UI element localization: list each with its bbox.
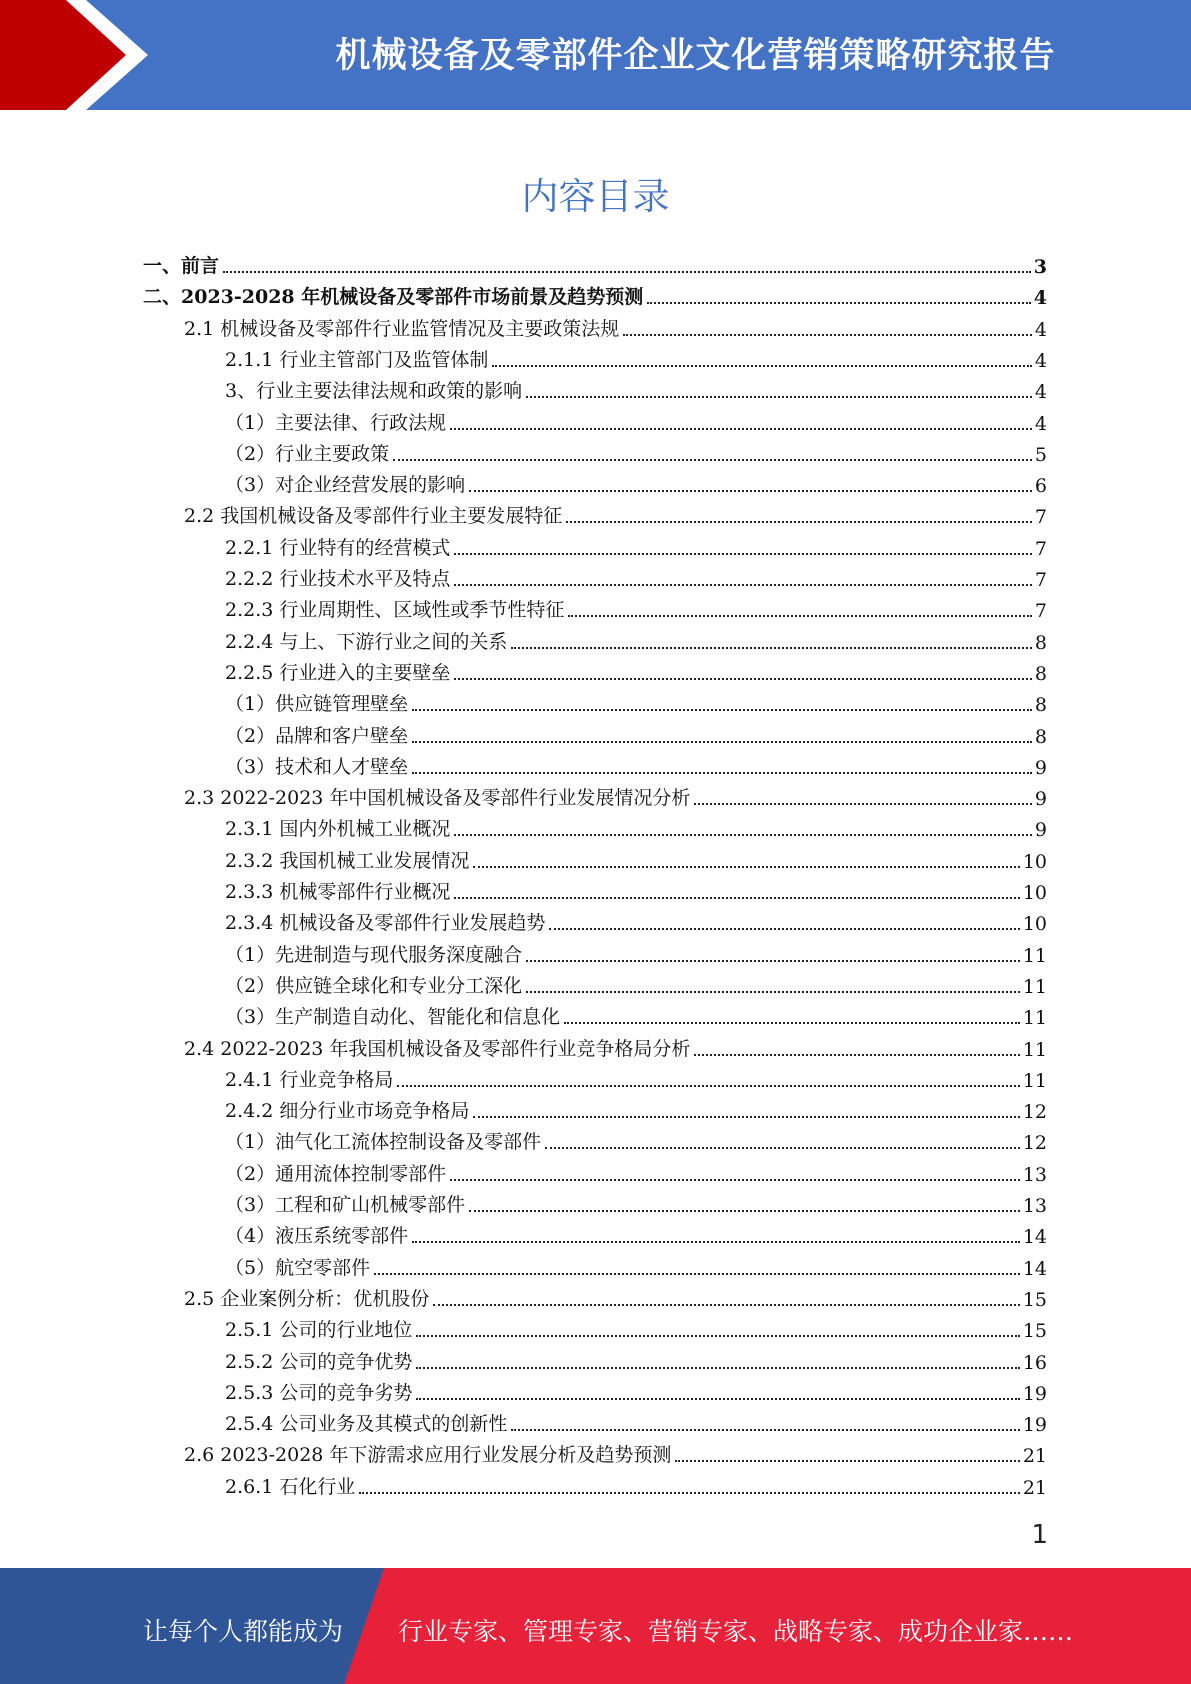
dot-leader xyxy=(526,396,1032,398)
toc-entry-label: 2.2.3 行业周期性、区域性或季节性特征 xyxy=(225,599,565,621)
toc-entry-label: （5）航空零部件 xyxy=(225,1257,371,1279)
toc-entry-label: （2）供应链全球化和专业分工深化 xyxy=(225,975,523,997)
toc-entry-page: 13 xyxy=(1022,1164,1047,1186)
dot-leader xyxy=(454,678,1032,680)
toc-entry[interactable] xyxy=(225,348,1047,372)
toc-entry[interactable] xyxy=(225,379,1047,403)
toc-entry-label: 2.5.1 公司的行业地位 xyxy=(225,1319,413,1341)
toc-entry-page: 4 xyxy=(1033,287,1047,309)
toc-entry-label: （1）主要法律、行政法规 xyxy=(225,412,447,434)
dot-leader xyxy=(416,1367,1019,1369)
toc-entry[interactable] xyxy=(225,473,1047,497)
toc-entry[interactable] xyxy=(225,411,1047,435)
dot-leader xyxy=(647,302,1031,304)
toc-entry-page: 19 xyxy=(1022,1383,1047,1405)
toc-entry-label: 二、2023-2028 年机械设备及零部件市场前景及趋势预测 xyxy=(143,286,644,308)
toc-entry[interactable] xyxy=(225,880,1047,904)
toc-entry-label: 2.3.3 机械零部件行业概况 xyxy=(225,881,451,903)
toc-entry[interactable] xyxy=(225,817,1047,841)
toc-entry-label: 2.5.4 公司业务及其模式的创新性 xyxy=(225,1413,508,1435)
toc-entry-page: 11 xyxy=(1022,976,1047,998)
toc-entry[interactable] xyxy=(143,254,1047,278)
toc-entry-label: （1）先进制造与现代服务深度融合 xyxy=(225,944,523,966)
toc-entry[interactable] xyxy=(225,1256,1047,1280)
dot-leader xyxy=(454,834,1032,836)
toc-entry[interactable] xyxy=(184,504,1047,528)
toc-entry[interactable] xyxy=(184,1287,1047,1311)
dot-leader xyxy=(223,271,1031,273)
toc-entry[interactable] xyxy=(225,755,1047,779)
toc-entry-page: 12 xyxy=(1022,1132,1047,1154)
toc-entry-page: 11 xyxy=(1022,945,1047,967)
toc-entry-page: 11 xyxy=(1022,1007,1047,1029)
toc-entry-page: 6 xyxy=(1034,475,1047,497)
toc-entry[interactable] xyxy=(225,1475,1047,1499)
dot-leader xyxy=(492,365,1032,367)
toc-entry-label: （3）生产制造自动化、智能化和信息化 xyxy=(225,1006,561,1028)
toc-entry[interactable] xyxy=(225,1005,1047,1029)
toc-entry-label: （4）液压系统零部件 xyxy=(225,1225,409,1247)
toc-entry-label: （2）行业主要政策 xyxy=(225,443,390,465)
dot-leader xyxy=(393,459,1032,461)
dot-leader xyxy=(412,772,1032,774)
toc-entry[interactable] xyxy=(184,1443,1047,1467)
toc-entry-page: 9 xyxy=(1034,819,1047,841)
toc-entry-label: 2.6.1 石化行业 xyxy=(225,1476,356,1498)
page-header xyxy=(0,0,1191,110)
dot-leader xyxy=(473,1116,1019,1118)
toc-entry[interactable] xyxy=(225,661,1047,685)
page-footer xyxy=(0,1568,1191,1684)
toc-entry-label: 2.2 我国机械设备及零部件行业主要发展特征 xyxy=(184,505,563,527)
toc-entry-page: 4 xyxy=(1034,413,1047,435)
toc-entry[interactable] xyxy=(225,567,1047,591)
toc-entry[interactable] xyxy=(225,536,1047,560)
dot-leader xyxy=(454,584,1032,586)
dot-leader xyxy=(526,991,1020,993)
toc-entry-label: 2.3.2 我国机械工业发展情况 xyxy=(225,850,470,872)
toc-entry-label: 2.5.2 公司的竞争优势 xyxy=(225,1351,413,1373)
dot-leader xyxy=(473,866,1019,868)
toc-entry[interactable] xyxy=(225,1099,1047,1123)
dot-leader xyxy=(412,709,1032,711)
toc-entry[interactable] xyxy=(225,1381,1047,1405)
toc-entry[interactable] xyxy=(225,1318,1047,1342)
toc-entry-page: 9 xyxy=(1034,757,1047,779)
footer-slogan-left: 让每个人都能成为 xyxy=(143,1617,344,1646)
toc-entry-page: 3 xyxy=(1033,256,1047,278)
dot-leader xyxy=(359,1492,1019,1494)
toc-entry-label: （1）油气化工流体控制设备及零部件 xyxy=(225,1131,542,1153)
toc-entry[interactable] xyxy=(225,1130,1047,1154)
toc-entry-label: 2.5.3 公司的竞争劣势 xyxy=(225,1382,413,1404)
page-number: 1 xyxy=(1031,1520,1048,1550)
toc-entry-page: 4 xyxy=(1034,319,1047,341)
toc-entry-label: 2.4 2022-2023 年我国机械设备及零部件行业竞争格局分析 xyxy=(184,1038,691,1060)
dot-leader xyxy=(416,1398,1019,1400)
toc-entry-label: 2.2.5 行业进入的主要壁垒 xyxy=(225,662,451,684)
toc-entry-label: 2.1 机械设备及零部件行业监管情况及主要政策法规 xyxy=(184,318,620,340)
toc-entry-page: 7 xyxy=(1034,538,1047,560)
toc-entry[interactable] xyxy=(184,317,1047,341)
toc-heading: 内容目录 xyxy=(521,175,670,218)
toc-entry-label: （3）对企业经营发展的影响 xyxy=(225,474,466,496)
dot-leader xyxy=(545,1147,1020,1149)
toc-entry[interactable] xyxy=(225,598,1047,622)
toc-entry-page: 15 xyxy=(1022,1289,1047,1311)
toc-entry[interactable] xyxy=(225,724,1047,748)
dot-leader xyxy=(469,1210,1020,1212)
toc-entry-label: 3、行业主要法律法规和政策的影响 xyxy=(225,380,523,402)
toc-entry-page: 9 xyxy=(1034,788,1047,810)
toc-entry-label: 2.4.1 行业竞争格局 xyxy=(225,1069,394,1091)
toc-entry-label: （3）工程和矿山机械零部件 xyxy=(225,1194,466,1216)
footer-slogan-right: 行业专家、管理专家、营销专家、战略专家、成功企业家…… xyxy=(398,1617,1074,1646)
toc-entry-page: 7 xyxy=(1034,569,1047,591)
toc-entry-page: 11 xyxy=(1022,1070,1047,1092)
toc-entry-page: 7 xyxy=(1034,600,1047,622)
toc-entry-label: 2.5 企业案例分析：优机股份 xyxy=(184,1288,430,1310)
toc-entry[interactable] xyxy=(225,1162,1047,1186)
toc-entry-label: 2.2.1 行业特有的经营模式 xyxy=(225,537,451,559)
toc-entry-page: 10 xyxy=(1022,882,1047,904)
toc-entry[interactable] xyxy=(184,786,1047,810)
toc-entry[interactable] xyxy=(225,630,1047,654)
dot-leader xyxy=(416,1335,1019,1337)
dot-leader xyxy=(454,897,1019,899)
toc-entry[interactable] xyxy=(225,849,1047,873)
toc-entry[interactable] xyxy=(184,1037,1047,1061)
dot-leader xyxy=(623,334,1032,336)
toc-entry[interactable] xyxy=(225,1224,1047,1248)
toc-entry-page: 16 xyxy=(1022,1352,1047,1374)
toc-entry-label: （1）供应链管理壁垒 xyxy=(225,693,409,715)
toc-entry-label: 2.3 2022-2023 年中国机械设备及零部件行业发展情况分析 xyxy=(184,787,691,809)
toc-entry-page: 8 xyxy=(1034,663,1047,685)
dot-leader xyxy=(566,521,1032,523)
dot-leader xyxy=(412,1241,1020,1243)
toc-entry-page: 10 xyxy=(1022,913,1047,935)
toc-entry[interactable] xyxy=(225,692,1047,716)
toc-entry-page: 21 xyxy=(1022,1477,1047,1499)
dot-leader xyxy=(568,615,1032,617)
toc-entry-label: 2.6 2023-2028 年下游需求应用行业发展分析及趋势预测 xyxy=(184,1444,672,1466)
toc-entry-page: 11 xyxy=(1022,1039,1047,1061)
toc-entry-page: 21 xyxy=(1022,1445,1047,1467)
toc-entry-page: 7 xyxy=(1034,506,1047,528)
toc-entry[interactable] xyxy=(225,1193,1047,1217)
toc-entry-label: 2.3.1 国内外机械工业概况 xyxy=(225,818,451,840)
toc-entry-page: 13 xyxy=(1022,1195,1047,1217)
toc-entry-label: （2）通用流体控制零部件 xyxy=(225,1163,447,1185)
toc-entry-page: 8 xyxy=(1034,726,1047,748)
toc-entry-label: 2.2.2 行业技术水平及特点 xyxy=(225,568,451,590)
toc-entry[interactable] xyxy=(225,1412,1047,1436)
dot-leader xyxy=(397,1085,1019,1087)
toc-entry-label: 2.2.4 与上、下游行业之间的关系 xyxy=(225,631,508,653)
toc-entry-page: 4 xyxy=(1034,350,1047,372)
toc-entry[interactable] xyxy=(225,1068,1047,1092)
toc-entry-label: （2）品牌和客户壁垒 xyxy=(225,725,409,747)
toc-entry-label: 2.1.1 行业主管部门及监管体制 xyxy=(225,349,489,371)
toc-entry-page: 8 xyxy=(1034,694,1047,716)
dot-leader xyxy=(374,1273,1020,1275)
report-title: 机械设备及零部件企业文化营销策略研究报告 xyxy=(335,36,1056,76)
toc-entry[interactable] xyxy=(225,911,1047,935)
toc-entry[interactable] xyxy=(225,1350,1047,1374)
toc-entry-page: 4 xyxy=(1034,381,1047,403)
toc-entry[interactable] xyxy=(225,943,1047,967)
dot-leader xyxy=(469,490,1032,492)
toc-entry-page: 5 xyxy=(1034,444,1047,466)
toc-entry-page: 8 xyxy=(1034,632,1047,654)
toc-entry-page: 14 xyxy=(1022,1258,1047,1280)
dot-leader xyxy=(694,803,1031,805)
toc-entry-page: 19 xyxy=(1022,1414,1047,1436)
toc-entry-page: 12 xyxy=(1022,1101,1047,1123)
dot-leader xyxy=(511,647,1032,649)
toc-entry[interactable] xyxy=(225,974,1047,998)
dot-leader xyxy=(564,1022,1020,1024)
toc-entry[interactable] xyxy=(143,285,1047,309)
dot-leader xyxy=(549,928,1019,930)
dot-leader xyxy=(694,1054,1019,1056)
dot-leader xyxy=(450,1179,1020,1181)
dot-leader xyxy=(511,1429,1019,1431)
toc-entry-label: 一、前言 xyxy=(143,255,220,277)
dot-leader xyxy=(526,960,1020,962)
toc-entry-page: 10 xyxy=(1022,851,1047,873)
toc-entry-page: 14 xyxy=(1022,1226,1047,1248)
toc-entry-page: 15 xyxy=(1022,1320,1047,1342)
toc-entry[interactable] xyxy=(225,442,1047,466)
toc-entry-label: （3）技术和人才壁垒 xyxy=(225,756,409,778)
toc-entry-label: 2.4.2 细分行业市场竞争格局 xyxy=(225,1100,470,1122)
dot-leader xyxy=(450,428,1032,430)
dot-leader xyxy=(675,1460,1019,1462)
dot-leader xyxy=(433,1304,1020,1306)
dot-leader xyxy=(454,553,1032,555)
dot-leader xyxy=(412,741,1032,743)
toc-entry-label: 2.3.4 机械设备及零部件行业发展趋势 xyxy=(225,912,546,934)
